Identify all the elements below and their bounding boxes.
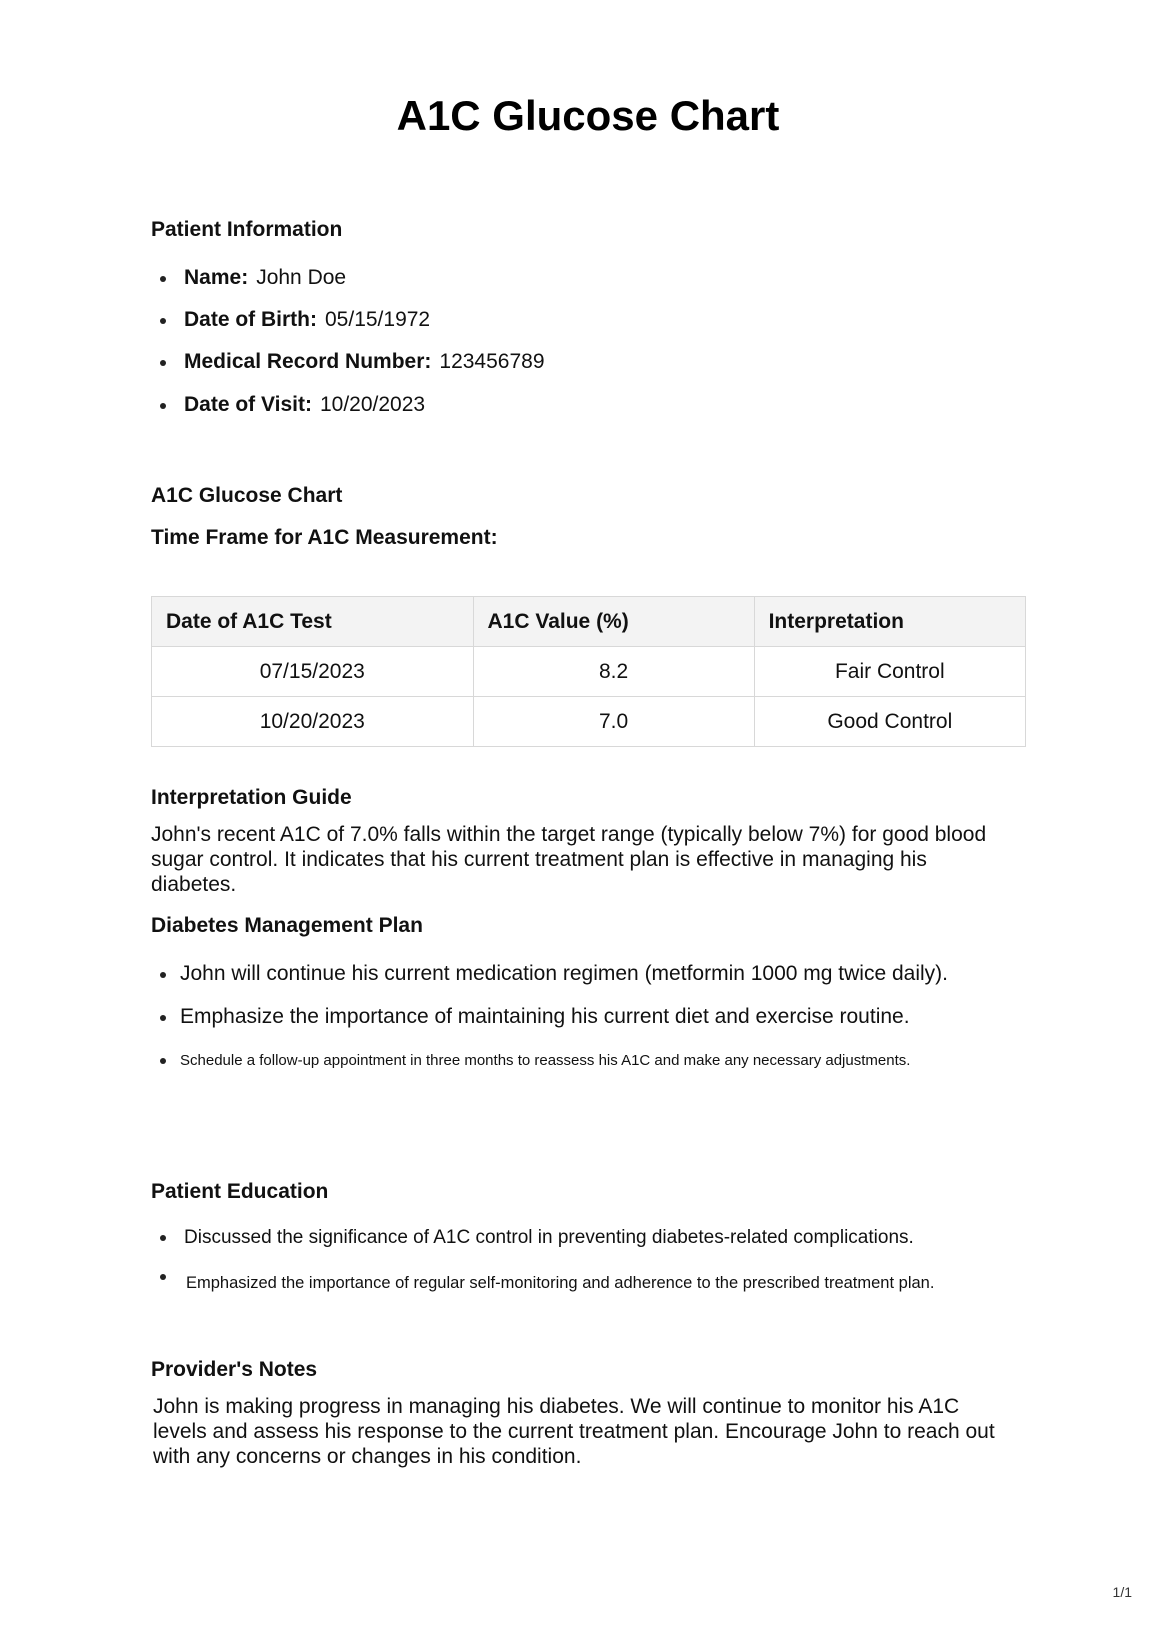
list-item [160,1274,934,1293]
bullet-icon [160,276,166,282]
list-item-visit-date [160,393,425,417]
table-row [152,697,1026,747]
providers-notes-heading: Provider's Notes [151,1358,318,1381]
providers-notes-text [153,1394,1013,1469]
bullet-icon [160,1058,166,1064]
field-label: Date of Birth: [184,308,317,331]
text-line: diabetes. [151,873,237,896]
field-label: Medical Record Number: [184,350,432,373]
document-title: A1C Glucose Chart [396,92,780,139]
list-item-dob [160,308,430,332]
bullet-icon [160,972,166,978]
list-item-text: Schedule a follow-up appointment in three months to reassess his A1C and make any necessary adjustments. [180,1052,911,1069]
table-cell-value: 7.0 [473,697,754,747]
bullet-icon [160,360,166,366]
list-item [160,962,948,986]
text-line: John is making progress in managing his diabetes. We will continue to monitor his A1C [153,1395,960,1418]
patient-education-heading: Patient Education [151,1180,329,1203]
table-cell-value: 8.2 [473,647,754,697]
bullet-icon [160,1274,166,1280]
list-item [160,1227,914,1249]
list-item-text: Emphasize the importance of maintaining his current diet and exercise routine. [180,1005,910,1028]
field-value: 10/20/2023 [319,393,426,416]
table-row [152,647,1026,697]
table-header-value: A1C Value (%) [473,597,754,647]
timeframe-label: Time Frame for A1C Measurement: [151,526,498,549]
patient-info-heading: Patient Information [151,218,343,241]
text-line: sugar control. It indicates that his current treatment plan is effective in managing his [151,848,927,871]
bullet-icon [160,403,166,409]
list-item [160,1052,910,1069]
page-number: 1/1 [1112,1584,1132,1600]
interpretation-guide-heading: Interpretation Guide [151,786,352,809]
list-item-mrn [160,350,545,374]
field-label: Date of Visit: [184,393,312,416]
list-item [160,1005,910,1029]
list-item-name [160,266,346,290]
bullet-icon [160,318,166,324]
table-header-date: Date of A1C Test [152,597,474,647]
management-plan-heading: Diabetes Management Plan [151,914,423,937]
table-cell-date: 07/15/2023 [152,647,474,697]
field-label: Name: [184,266,249,289]
bullet-icon [160,1015,166,1021]
bullet-icon [160,1235,166,1241]
list-item-text: Emphasized the importance of regular self-monitoring and adherence to the prescribed treatment plan. [186,1274,935,1292]
table-header-interpretation: Interpretation [754,597,1025,647]
a1c-table [151,596,1026,747]
chart-section-heading: A1C Glucose Chart [151,484,343,507]
interpretation-guide-text [151,822,1011,897]
table-cell-interpretation: Good Control [754,697,1025,747]
table-cell-date: 10/20/2023 [152,697,474,747]
field-value: 123456789 [439,350,545,373]
list-item-text: John will continue his current medication regimen (metformin 1000 mg twice daily). [180,962,948,985]
text-line: John's recent A1C of 7.0% falls within the target range (typically below 7%) for good blood [151,823,987,846]
text-line: with any concerns or changes in his condition. [153,1445,582,1468]
field-value: John Doe [256,266,347,289]
text-line: levels and assess his response to the current treatment plan. Encourage John to reach out [153,1420,995,1443]
table-header-row [152,597,1026,647]
table-cell-interpretation: Fair Control [754,647,1025,697]
field-value: 05/15/1972 [325,308,431,331]
list-item-text: Discussed the significance of A1C control in preventing diabetes-related complications. [184,1227,914,1248]
